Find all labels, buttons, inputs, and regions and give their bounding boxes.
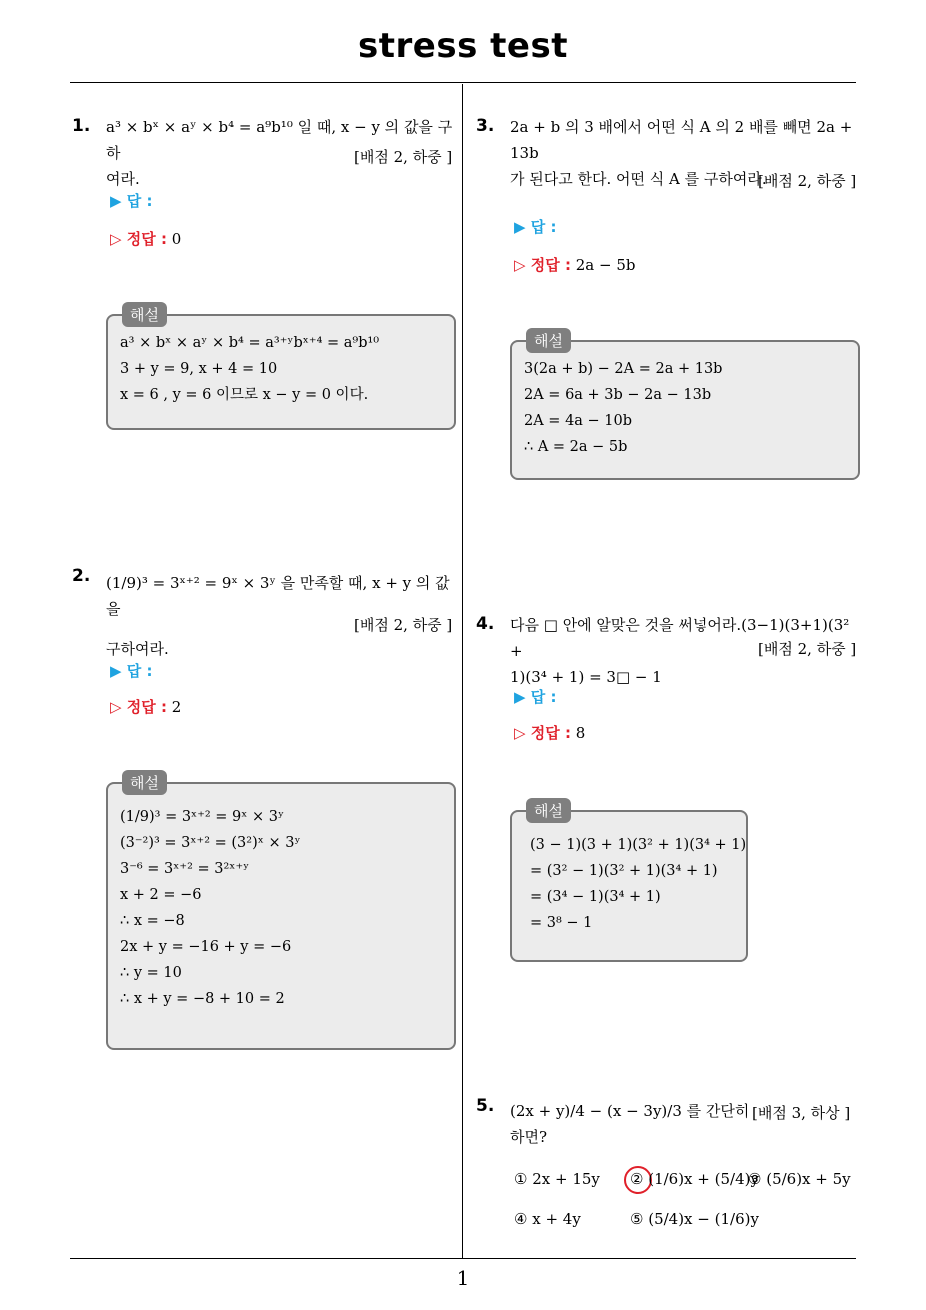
correct-label: ▷ 정답 :: [110, 698, 167, 716]
problem-2-correct: [110, 696, 181, 717]
problem-4-line-2: 1)(3⁴ + 1) = 3□ − 1: [510, 668, 662, 686]
problem-3-answer-label: ▶ 답 :: [514, 218, 557, 236]
problem-2-meta: [배점 2, 하중 ]: [354, 616, 453, 634]
problem-1-line-1: a³ × bˣ × aʸ × b⁴ = a⁹b¹⁰ 일 때, x − y 의 값을 구하: [106, 118, 453, 162]
column-divider: [462, 84, 463, 1258]
problem-5-meta: [배점 3, 하상 ]: [752, 1104, 851, 1122]
problem-1-number: 1.: [72, 116, 91, 136]
problem-1-explain-line: 3 + y = 9, x + 4 = 10: [120, 361, 278, 377]
problem-4-correct-value: 8: [575, 724, 586, 742]
problem-4-explain-box: [510, 802, 748, 962]
page-number: 1: [456, 1266, 470, 1290]
problem-5-text: (2x + y)/4 − (x − 3y)/3 를 간단히 하면?: [510, 1102, 750, 1146]
problem-2-explain-line: ∴ x + y = −8 + 10 = 2: [120, 991, 285, 1007]
header-rule: [70, 82, 856, 83]
problem-4-number: 4.: [476, 614, 495, 634]
choice-5[interactable]: ⑤ (5/4)x − (1/6)y: [630, 1210, 759, 1228]
problem-3-number: 3.: [476, 116, 495, 136]
choice-4[interactable]: ④ x + 4y: [514, 1210, 581, 1228]
problem-3-line-1: 2a + b 의 3 배에서 어떤 식 A 의 2 배를 빼면 2a + 13b: [510, 118, 853, 162]
footer-rule: [70, 1258, 856, 1259]
problem-4-answer-label: ▶ 답 :: [514, 688, 557, 706]
problem-1-correct: [110, 228, 181, 249]
problem-3-line-2: 가 된다고 한다. 어떤 식 A 를 구하여라.: [510, 170, 767, 188]
problem-5-number: 5.: [476, 1096, 495, 1116]
problem-2-explain-line: 2x + y = −16 + y = −6: [120, 939, 292, 955]
problem-3-meta: [배점 2, 하중 ]: [758, 172, 857, 190]
problem-1-answer-label: ▶ 답 :: [110, 192, 153, 210]
choice-1[interactable]: ① 2x + 15y: [514, 1170, 600, 1188]
problem-4-explain-line: (3 − 1)(3 + 1)(3² + 1)(3⁴ + 1): [530, 837, 747, 853]
problem-2-explain-box: [106, 774, 456, 1050]
problem-3-correct-value: 2a − 5b: [575, 256, 636, 274]
problem-2-explain-line: (3⁻²)³ = 3ˣ⁺² = (3²)ˣ × 3ʸ: [120, 835, 301, 851]
problem-2-number: 2.: [72, 566, 91, 586]
problem-1-line-2: 여라.: [106, 170, 140, 188]
problem-3-explain-line: 2A = 6a + 3b − 2a − 13b: [524, 387, 712, 403]
choice-2[interactable]: ② (1/6)x + (5/4)y: [630, 1170, 759, 1188]
problem-1-explain-line: x = 6 , y = 6 이므로 x − y = 0 이다.: [120, 387, 369, 403]
correct-label: ▷ 정답 :: [514, 256, 571, 274]
problem-4-line-1: 다음 □ 안에 알맞은 것을 써넣어라.(3−1)(3+1)(3² +: [510, 616, 850, 660]
explain-tag: 해설: [526, 798, 571, 823]
problem-1-explain-box: [106, 306, 456, 430]
problem-4-explain-line: = 3⁸ − 1: [530, 915, 593, 931]
page-title: stress test: [358, 26, 568, 66]
problem-1-meta: [배점 2, 하중 ]: [354, 148, 453, 166]
problem-4-correct: [514, 722, 585, 743]
problem-3-explain-line: 2A = 4a − 10b: [524, 413, 633, 429]
problem-2-explain-line: (1/9)³ = 3ˣ⁺² = 9ˣ × 3ʸ: [120, 809, 285, 825]
problem-4-meta: [배점 2, 하중 ]: [758, 640, 857, 658]
problem-2-line-2: 구하여라.: [106, 640, 169, 658]
problem-4-explain-line: = (3² − 1)(3² + 1)(3⁴ + 1): [530, 863, 718, 879]
problem-2-answer-label: ▶ 답 :: [110, 662, 153, 680]
problem-2-explain-line: x + 2 = −6: [120, 887, 202, 903]
explain-tag: 해설: [122, 770, 167, 795]
problem-3-correct: [514, 254, 636, 275]
explain-tag: 해설: [122, 302, 167, 327]
problem-3-explain-line: 3(2a + b) − 2A = 2a + 13b: [524, 361, 723, 377]
problem-3-explain-box: [510, 332, 860, 480]
problem-1-explain-line: a³ × bˣ × aʸ × b⁴ = a³⁺ʸbˣ⁺⁴ = a⁹b¹⁰: [120, 335, 380, 351]
correct-label: ▷ 정답 :: [514, 724, 571, 742]
problem-2-line-1: (1/9)³ = 3ˣ⁺² = 9ˣ × 3ʸ 을 만족할 때, x + y 의 값을: [106, 574, 450, 618]
problem-2-explain-line: 3⁻⁶ = 3ˣ⁺² = 3²ˣ⁺ʸ: [120, 861, 250, 877]
problem-2-correct-value: 2: [171, 698, 182, 716]
problem-2-explain-line: ∴ x = −8: [120, 913, 185, 929]
correct-label: ▷ 정답 :: [110, 230, 167, 248]
problem-2-explain-line: ∴ y = 10: [120, 965, 182, 981]
explain-tag: 해설: [526, 328, 571, 353]
problem-1-correct-value: 0: [171, 230, 182, 248]
problem-4-explain-line: = (3⁴ − 1)(3⁴ + 1): [530, 889, 661, 905]
choice-3[interactable]: ③ (5/6)x + 5y: [748, 1170, 851, 1188]
problem-3-explain-line: ∴ A = 2a − 5b: [524, 439, 628, 455]
